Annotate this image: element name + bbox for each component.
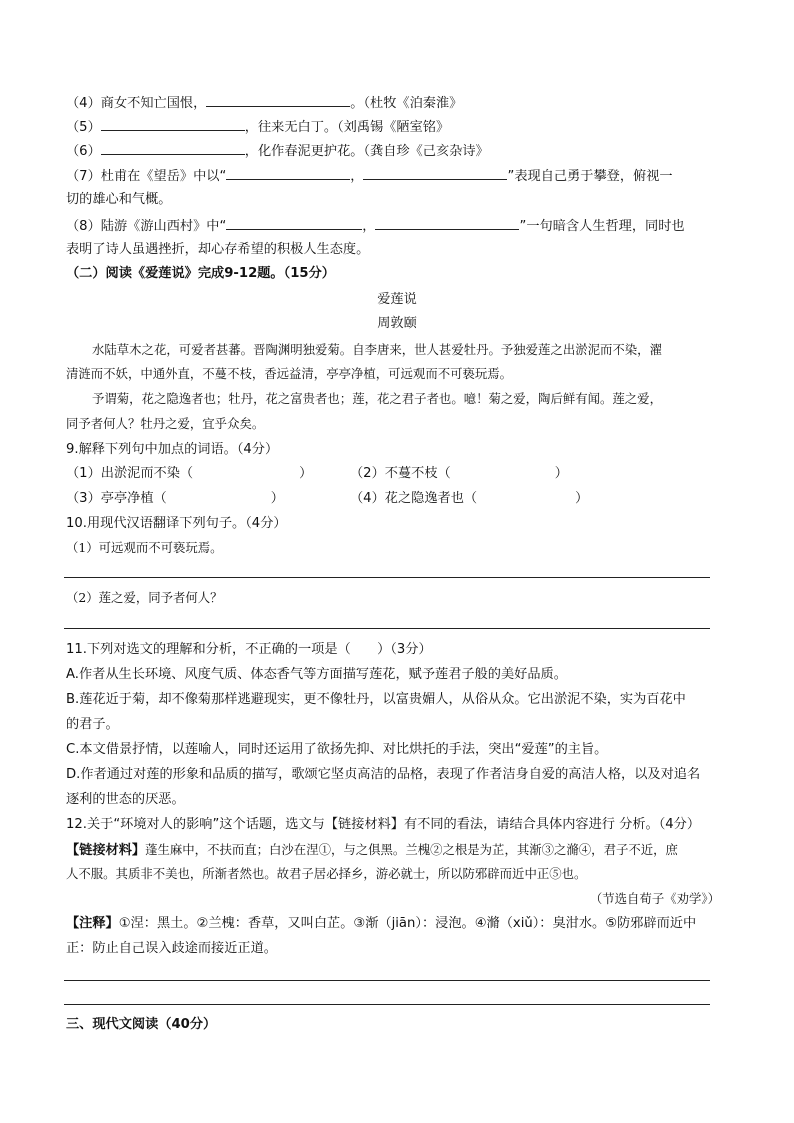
fill-in-q5 (66, 116, 449, 138)
answer-blank[interactable] (226, 215, 362, 230)
q4-prefix: （4）商女不知亡国恨， (66, 96, 207, 111)
paren-close: ） (299, 466, 313, 481)
paren-close: ） (554, 466, 568, 481)
answer-blank[interactable] (101, 116, 245, 131)
q11-option-b-line2: 的君子。 (66, 717, 119, 732)
q9-item-2: （2）不蔓不枝（ (350, 466, 451, 481)
q11-option-b-line1: B.莲花近于菊，却不像菊那样逃避现实，更不像牡丹，以富贵媚人，从俗从众。它出淤泥不染，实为百花中 (66, 692, 686, 707)
fill-in-q6 (66, 140, 489, 162)
essay-para2-line2: 同予者何人？牡丹之爱，宜乎众矣。 (66, 416, 265, 431)
q7-comma: ， (350, 169, 364, 184)
q11-option-a: A.作者从生长环境、风度气质、体态香气等方面描写莲花，赋予莲君子般的美好品质。 (66, 667, 567, 682)
q12-prompt: 12.关于“环境对人的影响”这个话题，选文与【链接材料】有不同的看法，请结合具体内容进行 分析。（4分） (66, 817, 701, 832)
q7-continuation: 切的雄心和气概。 (66, 192, 172, 207)
q9-row1 (66, 464, 312, 484)
essay-para1-line1: 水陆草木之花，可爱者甚蕃。晋陶渊明独爱菊。自李唐来，世人甚爱牡丹。予独爱莲之出淤泥而不染，濯 (92, 342, 662, 357)
section3-heading: 三、现代文阅读（40分） (66, 1017, 217, 1032)
answer-line[interactable] (64, 980, 710, 981)
q7-prefix: （7）杜甫在《望岳》中以“ (66, 169, 227, 184)
q11-option-c: C.本文借景抒情，以莲喻人，同时还运用了欲扬先抑、对比烘托的手法，突出“爱莲”的主旨。 (66, 742, 608, 757)
answer-line[interactable] (64, 628, 710, 629)
q7-suffix: ”表现自己勇于攀登，俯视一 (507, 169, 673, 184)
fill-in-q8 (66, 215, 685, 237)
q8-prefix: （8）陆游《游山西村》中“ (66, 219, 227, 234)
q8-comma: ， (362, 219, 376, 234)
link-material-source: （节选自荀子《劝学》） (589, 891, 720, 906)
answer-blank[interactable] (363, 165, 507, 180)
fill-in-q7 (66, 165, 673, 187)
link-material-label: 【链接材料】 (66, 843, 146, 858)
q6-suffix: ，化作春泥更护花。（龚自珍《己亥杂诗》 (244, 144, 489, 159)
notes-text1: ①涅：黑土。②兰槐：香草，又叫白芷。③渐（jiān）：浸泡。④滫（xiǔ）：臭泔水。⑤防邪辟而近中 (118, 916, 697, 931)
q5-prefix: （5） (66, 120, 101, 135)
link-material-line2: 人不服。其质非不美也，所渐者然也。故君子居必择乡，游必就士，所以防邪辟而近中正⑤也。 (66, 866, 587, 881)
q9-row2 (66, 489, 284, 509)
q5-suffix: ，往来无白丁。（刘禹锡《陋室铭》 (244, 120, 450, 135)
answer-blank[interactable] (226, 165, 350, 180)
q9-row1-right (350, 464, 568, 484)
essay-para2-line1: 予谓菊，花之隐逸者也；牡丹，花之富贵者也；莲，花之君子者也。噫！菊之爱，陶后鲜有闻。莲之爱， (92, 391, 662, 406)
paren-close: ） (575, 491, 589, 506)
q9-item-3: （3）亭亭净植（ (66, 491, 167, 506)
q10-sentence-1: （1）可远观而不可亵玩焉。 (66, 540, 223, 555)
notes-line1 (66, 914, 696, 934)
q11-prompt: 11.下列对选文的理解和分析，不正确的一项是（ ）（3分） (66, 642, 432, 657)
q8-suffix: ”一句暗含人生哲理，同时也 (519, 219, 685, 234)
q9-item-4: （4）花之隐逸者也（ (350, 491, 478, 506)
essay-para1-line2: 清涟而不妖，中通外直，不蔓不枝，香远益清，亭亭净植，可远观而不可亵玩焉。 (66, 366, 513, 381)
q9-prompt: 9.解释下列句中加点的词语。（4分） (66, 442, 279, 457)
q11-option-d-line2: 逐利的世态的厌恶。 (66, 792, 185, 807)
q10-prompt: 10.用现代汉语翻译下列句子。（4分） (66, 516, 287, 531)
link-material-text1: 蓬生麻中，不扶而直；白沙在涅①，与之俱黑。兰槐②之根是为芷，其渐③之滫④，君子不近，庶 (145, 842, 678, 857)
notes-line2: 正：防止自己误入歧途而接近正道。 (66, 941, 277, 956)
q4-suffix: 。（杜牧《泊秦淮》 (350, 96, 463, 111)
essay-title: 爱莲说 (377, 292, 417, 307)
section2-heading: （二）阅读《爱莲说》完成9-12题。（15分） (66, 266, 335, 281)
answer-blank[interactable] (206, 92, 350, 107)
paren-close: ） (270, 491, 284, 506)
q10-sentence-2: （2）莲之爱，同予者何人？ (66, 590, 223, 605)
answer-line[interactable] (64, 1004, 710, 1005)
notes-label: 【注释】 (66, 916, 119, 931)
q9-row2-right (350, 489, 588, 509)
answer-blank[interactable] (101, 140, 245, 155)
link-material-line1 (66, 840, 678, 861)
essay-author: 周敦颐 (377, 316, 417, 331)
q11-option-d-line1: D.作者通过对莲的形象和品质的描写，歌颂它坚贞高洁的品格，表现了作者洁身自爱的高洁人格，以及对追名 (66, 767, 701, 782)
answer-blank[interactable] (375, 215, 519, 230)
fill-in-q4 (66, 92, 462, 114)
answer-line[interactable] (64, 577, 710, 578)
q6-prefix: （6） (66, 144, 101, 159)
q8-continuation: 表明了诗人虽遇挫折，却心存希望的积极人生态度。 (66, 242, 370, 257)
q9-item-1: （1）出淤泥而不染（ (66, 466, 194, 481)
